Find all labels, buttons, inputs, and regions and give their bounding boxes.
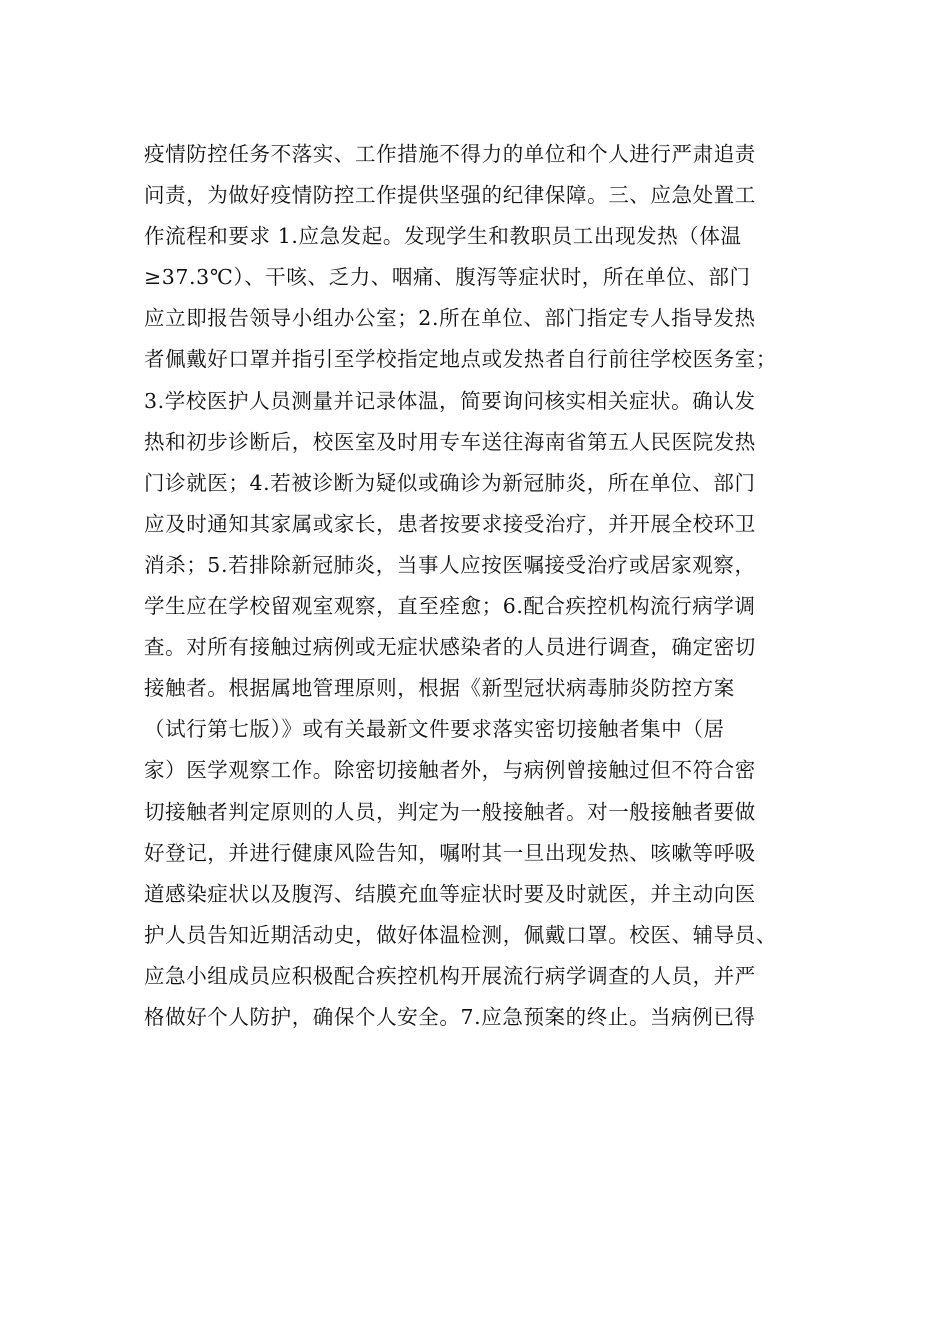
text-line: 热和初步诊断后，校医室及时用专车送往海南省第五人民医院发热 — [144, 429, 756, 454]
text-line: 切接触者判定原则的人员，判定为一般接触者。对一般接触者要做 — [144, 799, 756, 824]
text-line: 学生应在学校留观室观察，直至痊愈；6.配合疾控机构流行病学调 — [144, 594, 756, 619]
body-text — [144, 134, 834, 1038]
text-line: 3.学校医护人员测量并记录体温，简要询问核实相关症状。确认发 — [144, 388, 756, 413]
text-line: 格做好个人防护，确保个人安全。7.应急预案的终止。当病例已得 — [144, 1004, 756, 1029]
text-line: 问责，为做好疫情防控工作提供坚强的纪律保障。三、应急处置工 — [144, 183, 756, 208]
text-line: 消杀；5.若排除新冠肺炎，当事人应按医嘱接受治疗或居家观察， — [144, 552, 756, 577]
text-line: 家）医学观察工作。除密切接触者外，与病例曾接触过但不符合密 — [144, 758, 756, 783]
text-line: 护人员告知近期活动史，做好体温检测，佩戴口罩。校医、辅导员、 — [144, 922, 777, 947]
text-line: 应及时通知其家属或家长，患者按要求接受治疗，并开展全校环卫 — [144, 511, 756, 536]
text-line: 接触者。根据属地管理原则，根据《新型冠状病毒肺炎防控方案 — [144, 676, 735, 701]
text-line: 好登记，并进行健康风险告知，嘱咐其一旦出现发热、咳嗽等呼吸 — [144, 840, 756, 865]
text-line: 道感染症状以及腹泻、结膜充血等症状时要及时就医，并主动向医 — [144, 881, 756, 906]
text-line: 门诊就医；4.若被诊断为疑似或确诊为新冠肺炎，所在单位、部门 — [144, 470, 756, 495]
text-line: ≥37.3℃）、干咳、乏力、咽痛、腹泻等症状时，所在单位、部门 — [144, 265, 751, 290]
text-line: 应立即报告领导小组办公室；2.所在单位、部门指定专人指导发热 — [144, 306, 756, 331]
text-line: 作流程和要求 1.应急发起。发现学生和教职员工出现发热（体温 — [144, 224, 742, 249]
text-line: 应急小组成员应积极配合疾控机构开展流行病学调查的人员，并严 — [144, 963, 756, 988]
text-line: 疫情防控任务不落实、工作措施不得力的单位和个人进行严肃追责 — [144, 142, 756, 166]
text-line: （试行第七版）》或有关最新文件要求落实密切接触者集中（居 — [144, 717, 725, 742]
text-line: 者佩戴好口罩并指引至学校指定地点或发热者自行前往学校医务室； — [144, 347, 777, 372]
text-line: 查。对所有接触过病例或无症状感染者的人员进行调查，确定密切 — [144, 635, 756, 660]
